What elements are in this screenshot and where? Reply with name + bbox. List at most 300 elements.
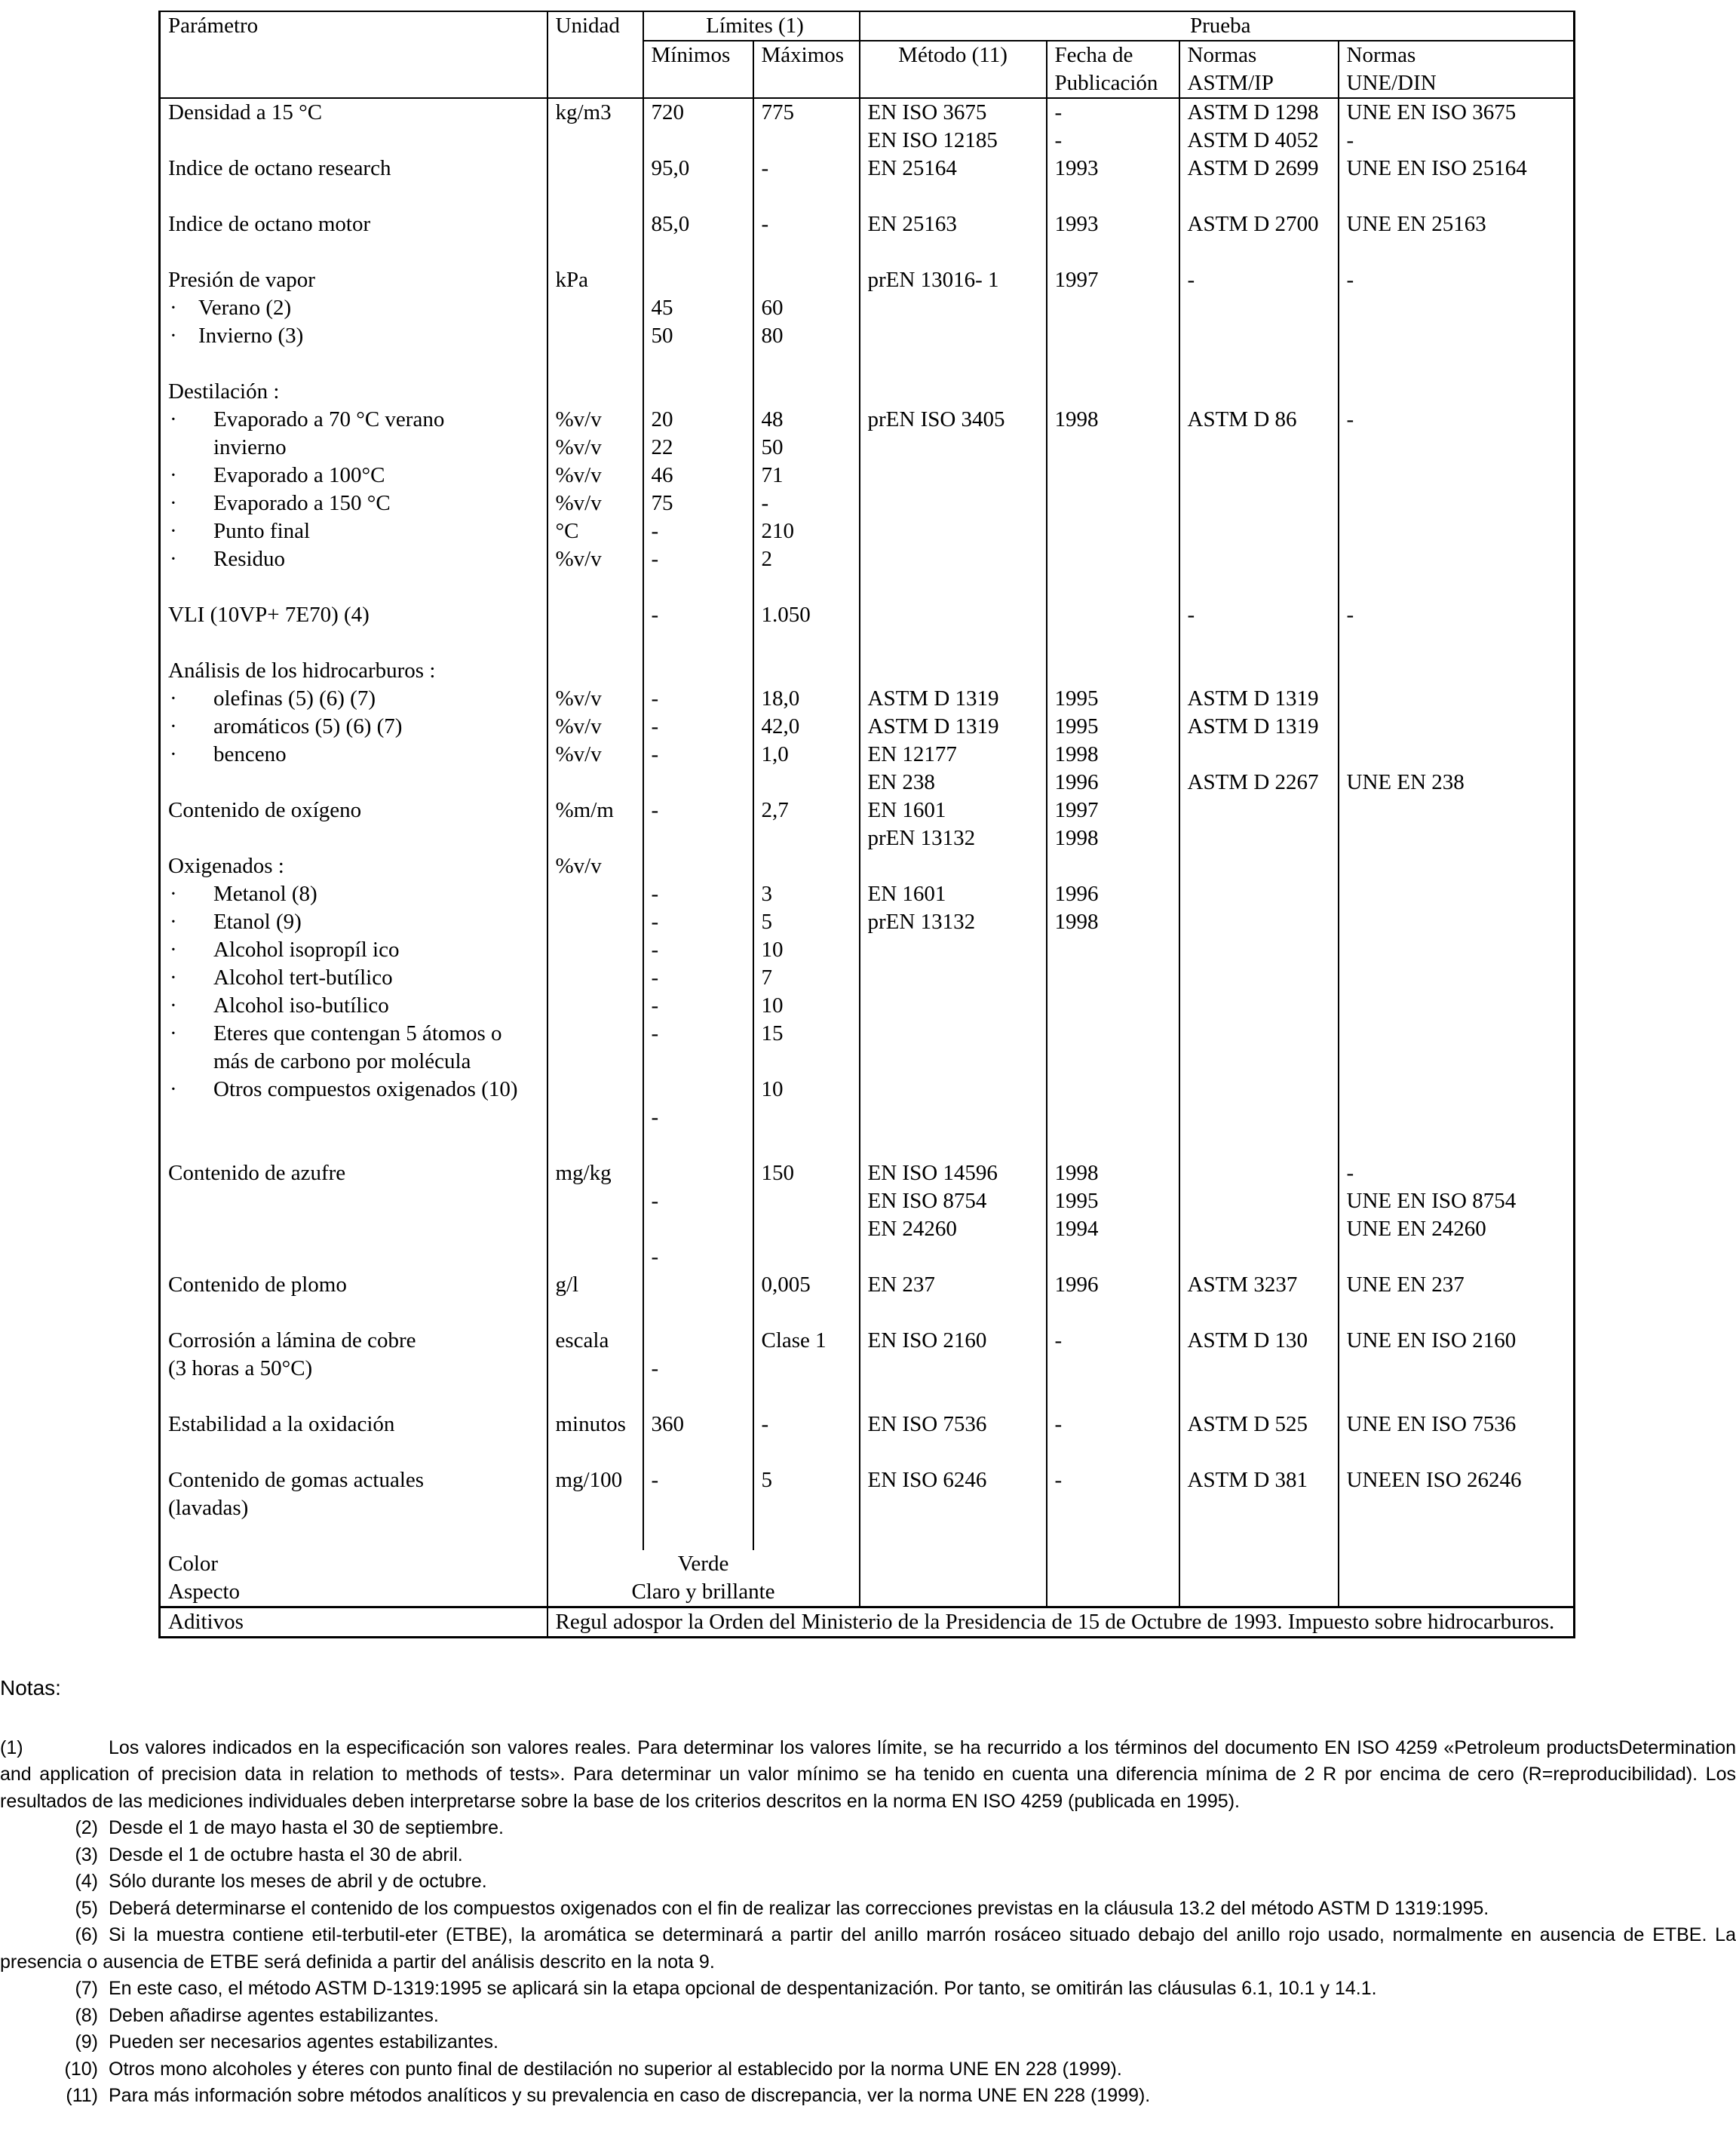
parameter-cell: Oxigenados : [160,852,547,880]
note-number: (1) [0,1736,23,1758]
unit-cell [547,1104,643,1131]
parameter-cell [160,1383,547,1411]
une-cell [1339,964,1575,992]
table-row [160,545,1575,573]
max-cell: - [753,1411,860,1438]
parameter-cell: Densidad a 15 °C [160,98,547,127]
note-item [0,1842,1736,1869]
une-cell [1339,1355,1575,1383]
min-cell: 85,0 [643,210,753,238]
astm-cell: ASTM D 2267 [1179,769,1339,797]
min-cell: - [643,1355,753,1383]
note-item [0,2083,1736,2110]
method-cell [860,462,1047,490]
unit-cell: %v/v [547,406,643,434]
max-cell: 48 [753,406,860,434]
unit-cell: %v/v [547,434,643,462]
max-cell: 775 [753,98,860,127]
date-cell: 1995 [1047,713,1179,741]
method-cell [860,573,1047,601]
min-cell: - [643,685,753,713]
une-cell: - [1339,266,1575,294]
min-cell: - [643,992,753,1020]
note-number: (7) [75,1978,98,1999]
method-cell [860,601,1047,629]
max-cell: 2,7 [753,797,860,824]
une-cell: - [1339,601,1575,629]
method-cell [860,545,1047,573]
parameter-cell: Contenido de plomo [160,1271,547,1299]
max-cell [753,1355,860,1383]
astm-cell [1179,183,1339,210]
header-blank [160,41,547,69]
note-text: Desde el 1 de mayo hasta el 30 de septiembre. [109,1817,504,1838]
parameter-cell: Indice de octano motor [160,210,547,238]
header-row-3 [160,69,1575,98]
date-cell [1047,1383,1179,1411]
table-row [160,210,1575,238]
method-cell: EN ISO 12185 [860,127,1047,155]
date-cell: 1998 [1047,741,1179,769]
date-cell [1047,1048,1179,1076]
spacer-row [160,183,1575,210]
unit-cell [547,378,643,406]
table-row [160,741,1575,769]
min-cell: 22 [643,434,753,462]
unit-cell [547,1020,643,1048]
table-row [160,1411,1575,1438]
header-fecha-1: Fecha de [1047,41,1179,69]
method-cell [860,1383,1047,1411]
astm-cell [1179,657,1339,685]
astm-cell [1179,490,1339,517]
max-cell [753,1048,860,1076]
une-cell: UNE EN 238 [1339,769,1575,797]
unit-cell [547,1076,643,1104]
min-cell [643,1215,753,1243]
parameter-cell: · Otros compuestos oxigenados (10) [160,1076,547,1104]
max-cell: 0,005 [753,1271,860,1299]
astm-cell: ASTM D 2700 [1179,210,1339,238]
min-cell: - [643,601,753,629]
unit-cell [547,1299,643,1327]
min-cell [643,127,753,155]
date-cell [1047,322,1179,350]
note-number: (9) [75,2031,98,2053]
aspecto-label: Aspecto [160,1578,547,1607]
astm-cell [1179,629,1339,657]
astm-cell [1179,824,1339,852]
table-row [160,1020,1575,1048]
une-cell [1339,1048,1575,1076]
parameter-cell [160,1104,547,1131]
max-cell [753,350,860,378]
max-cell: 5 [753,908,860,936]
date-cell: - [1047,98,1179,127]
note-number: (3) [75,1844,98,1865]
date-cell [1047,629,1179,657]
method-cell: EN ISO 2160 [860,1327,1047,1355]
table-row [160,1104,1575,1131]
une-cell: - [1339,127,1575,155]
date-cell [1047,657,1179,685]
min-cell: - [643,908,753,936]
une-cell [1339,908,1575,936]
date-cell [1047,1494,1179,1522]
date-cell [1047,1076,1179,1104]
une-cell: UNEEN ISO 26246 [1339,1466,1575,1494]
unit-cell: %v/v [547,462,643,490]
max-cell [753,1243,860,1271]
une-cell [1339,1243,1575,1271]
unit-cell: mg/100 [547,1466,643,1494]
unit-cell: kg/m3 [547,98,643,127]
parameter-cell [160,1187,547,1215]
date-cell [1047,490,1179,517]
table-row [160,266,1575,294]
method-cell: EN ISO 3675 [860,98,1047,127]
parameter-cell [160,183,547,210]
une-cell: UNE EN ISO 3675 [1339,98,1575,127]
date-cell [1047,1104,1179,1131]
table-row [160,378,1575,406]
date-cell [1047,1243,1179,1271]
table-row [160,797,1575,824]
method-cell [860,1131,1047,1159]
aspecto-value: Claro y brillante [547,1578,860,1607]
parameter-cell [160,1131,547,1159]
parameter-cell: Destilación : [160,378,547,406]
astm-cell [1179,322,1339,350]
date-cell [1047,992,1179,1020]
table-row [160,1076,1575,1104]
max-cell: Clase 1 [753,1327,860,1355]
une-cell [1339,462,1575,490]
max-cell: 15 [753,1020,860,1048]
max-cell [753,1131,860,1159]
astm-cell [1179,350,1339,378]
min-cell: - [643,880,753,908]
unit-cell: %v/v [547,741,643,769]
min-cell [643,266,753,294]
une-cell [1339,238,1575,266]
date-cell: 1998 [1047,1159,1179,1187]
une-cell: UNE EN 237 [1339,1271,1575,1299]
date-cell: 1996 [1047,769,1179,797]
astm-cell [1179,1159,1339,1187]
note-item [0,2003,1736,2030]
unit-cell [547,127,643,155]
unit-cell [547,155,643,183]
astm-cell [1179,545,1339,573]
table-row [160,908,1575,936]
date-cell [1047,378,1179,406]
date-cell: 1996 [1047,1271,1179,1299]
unit-cell [547,769,643,797]
max-cell: 7 [753,964,860,992]
une-cell [1339,852,1575,880]
parameter-cell [160,824,547,852]
astm-cell [1179,1438,1339,1466]
aditivos-value: Regul adospor la Orden del Ministerio de la Presidencia de 15 de Octubre de 1993. Impuesto sobre hidrocarburos. [547,1607,1575,1638]
method-cell: EN 12177 [860,741,1047,769]
astm-cell [1179,908,1339,936]
une-cell [1339,1299,1575,1327]
une-cell [1339,1522,1575,1550]
parameter-cell [160,1215,547,1243]
astm-cell [1179,434,1339,462]
method-cell: EN ISO 8754 [860,1187,1047,1215]
astm-cell [1179,462,1339,490]
max-cell [753,1215,860,1243]
unit-cell: mg/kg [547,1159,643,1187]
date-cell [1047,294,1179,322]
method-cell [860,322,1047,350]
method-cell: EN ISO 6246 [860,1466,1047,1494]
parameter-cell: · Alcohol tert-butílico [160,964,547,992]
table-row [160,769,1575,797]
astm-cell [1179,880,1339,908]
date-cell: - [1047,1327,1179,1355]
note-item [0,1815,1736,1842]
une-cell [1339,629,1575,657]
min-cell [643,769,753,797]
table-row [160,434,1575,462]
max-cell: 150 [753,1159,860,1187]
method-cell: prEN ISO 3405 [860,406,1047,434]
min-cell: 360 [643,1411,753,1438]
method-cell [860,1104,1047,1131]
unit-cell [547,1048,643,1076]
method-cell: EN 238 [860,769,1047,797]
min-cell [643,573,753,601]
color-value: Verde [547,1550,860,1578]
unit-cell: %m/m [547,797,643,824]
min-cell [643,238,753,266]
table-row [160,880,1575,908]
method-cell: EN ISO 14596 [860,1159,1047,1187]
parameter-cell: · Alcohol iso-butílico [160,992,547,1020]
unit-cell [547,1131,643,1159]
min-cell: 95,0 [643,155,753,183]
une-cell [1339,183,1575,210]
date-cell: - [1047,127,1179,155]
une-cell [1339,1104,1575,1131]
max-cell [753,1522,860,1550]
method-cell [860,378,1047,406]
une-cell [1339,490,1575,517]
astm-cell [1179,1299,1339,1327]
method-cell: prEN 13132 [860,824,1047,852]
table-row [160,1327,1575,1355]
method-cell: ASTM D 1319 [860,685,1047,713]
astm-cell [1179,1187,1339,1215]
spacer-row [160,1522,1575,1550]
unit-cell [547,294,643,322]
parameter-cell: Presión de vapor [160,266,547,294]
unit-cell [547,601,643,629]
max-cell: 42,0 [753,713,860,741]
unit-cell [547,183,643,210]
note-number: (10) [64,2058,98,2080]
note-item [0,1735,1736,1816]
astm-cell [1179,852,1339,880]
method-cell [860,1299,1047,1327]
min-cell [643,1271,753,1299]
une-cell [1339,545,1575,573]
method-cell [860,350,1047,378]
min-cell [643,629,753,657]
header-prueba: Prueba [860,11,1575,41]
unit-cell [547,1215,643,1243]
note-number: (11) [66,2085,98,2106]
parameter-cell [160,127,547,155]
date-cell [1047,183,1179,210]
max-cell [753,1187,860,1215]
une-cell: UNE EN ISO 25164 [1339,155,1575,183]
astm-cell [1179,1104,1339,1131]
unit-cell [547,992,643,1020]
color-row [160,1550,1575,1578]
date-cell: - [1047,1466,1179,1494]
table-row [160,992,1575,1020]
header-limites: Límites (1) [643,11,860,41]
parameter-cell [160,629,547,657]
unit-cell: g/l [547,1271,643,1299]
une-cell [1339,1438,1575,1466]
astm-cell [1179,797,1339,824]
astm-cell [1179,378,1339,406]
unit-cell: minutos [547,1411,643,1438]
method-cell [860,1020,1047,1048]
aspecto-row [160,1578,1575,1607]
date-cell: 1995 [1047,685,1179,713]
note-text: Los valores indicados en la especificación son valores reales. Para determinar los valores límite, se ha recurrido a los términos del documento EN ISO 4259 «Petroleum productsDetermination and application of precision data in relation to methods of tests». Para determinar un valor mínimo se ha tenido en cuenta una diferencia mínima de 2 R por encima de cero (R=reproducibilidad). Los resultados de las mediciones individuales deben interpretarse sobre la base de los criterios descritos en la norma EN ISO 4259 (publicada en 1995). [0,1736,1736,1812]
min-cell [643,378,753,406]
astm-cell [1179,1522,1339,1550]
date-cell [1047,545,1179,573]
min-cell: - [643,713,753,741]
astm-cell [1179,1020,1339,1048]
method-cell [860,490,1047,517]
spacer-row [160,629,1575,657]
min-cell: - [643,741,753,769]
min-cell: - [643,517,753,545]
date-cell [1047,573,1179,601]
parameter-cell: Estabilidad a la oxidación [160,1411,547,1438]
max-cell: 71 [753,462,860,490]
parameter-cell: · Invierno (3) [160,322,547,350]
note-text: Si la muestra contiene etil-terbutil-eter (ETBE), la aromática se determinará a partir del anillo marrón rosáceo situado debajo del anillo rojo usado, normalmente en ausencia de ETBE. La presencia o ausencia de ETBE será definida a partir del análisis descrito en la nota 9. [0,1924,1736,1973]
table-row [160,964,1575,992]
max-cell: 1,0 [753,741,860,769]
une-cell [1339,294,1575,322]
method-cell: ASTM D 1319 [860,713,1047,741]
spacer-row [160,573,1575,601]
max-cell [753,769,860,797]
max-cell: 210 [753,517,860,545]
unit-cell [547,964,643,992]
max-cell [753,1438,860,1466]
method-cell [860,852,1047,880]
astm-cell: ASTM 3237 [1179,1271,1339,1299]
parameter-cell: · Verano (2) [160,294,547,322]
parameter-cell [160,573,547,601]
astm-cell: - [1179,601,1339,629]
astm-cell: ASTM D 86 [1179,406,1339,434]
une-cell [1339,573,1575,601]
note-text: Desde el 1 de octubre hasta el 30 de abril. [109,1844,463,1865]
date-cell: 1996 [1047,880,1179,908]
une-cell [1339,1020,1575,1048]
max-cell [753,629,860,657]
parameter-cell: VLI (10VP+ 7E70) (4) [160,601,547,629]
header-blank [547,41,643,69]
min-cell: - [643,797,753,824]
max-cell: 80 [753,322,860,350]
unit-cell [547,657,643,685]
parameter-cell: · benceno [160,741,547,769]
unit-cell [547,1383,643,1411]
header-row-2 [160,41,1575,69]
unit-cell [547,880,643,908]
unit-cell: %v/v [547,490,643,517]
parameter-cell: Análisis de los hidrocarburos : [160,657,547,685]
parameter-cell: invierno [160,434,547,462]
method-cell [860,1438,1047,1466]
une-cell [1339,685,1575,713]
date-cell: 1993 [1047,155,1179,183]
table-row [160,713,1575,741]
unit-cell: %v/v [547,713,643,741]
note-text: Sólo durante los meses de abril y de octubre. [109,1871,487,1892]
min-cell: - [643,1020,753,1048]
header-unidad: Unidad [547,11,643,41]
date-cell [1047,936,1179,964]
astm-cell: ASTM D 1298 [1179,98,1339,127]
date-cell: 1997 [1047,266,1179,294]
parameter-cell: (3 horas a 50°C) [160,1355,547,1383]
une-cell: UNE EN ISO 2160 [1339,1327,1575,1355]
date-cell [1047,1131,1179,1159]
parameter-cell: más de carbono por molécula [160,1048,547,1076]
notes-title: Notas: [0,1676,61,1699]
method-cell [860,1243,1047,1271]
table-row [160,1215,1575,1243]
date-cell [1047,601,1179,629]
date-cell [1047,462,1179,490]
spacer-row [160,238,1575,266]
method-cell [860,517,1047,545]
min-cell: 46 [643,462,753,490]
une-cell [1339,880,1575,908]
parameter-cell: · olefinas (5) (6) (7) [160,685,547,713]
max-cell: 60 [753,294,860,322]
table-row [160,657,1575,685]
method-cell [860,936,1047,964]
date-cell [1047,1355,1179,1383]
date-cell [1047,964,1179,992]
header-maximos: Máximos [753,41,860,69]
header-minimos: Mínimos [643,41,753,69]
note-text: Para más información sobre métodos analíticos y su prevalencia en caso de discrepancia, ver la norma UNE EN 228 (1999). [109,2085,1151,2106]
parameter-cell: Corrosión a lámina de cobre [160,1327,547,1355]
min-cell: 20 [643,406,753,434]
unit-cell: %v/v [547,545,643,573]
parameter-cell [160,350,547,378]
min-cell [643,1159,753,1187]
une-cell [1339,992,1575,1020]
